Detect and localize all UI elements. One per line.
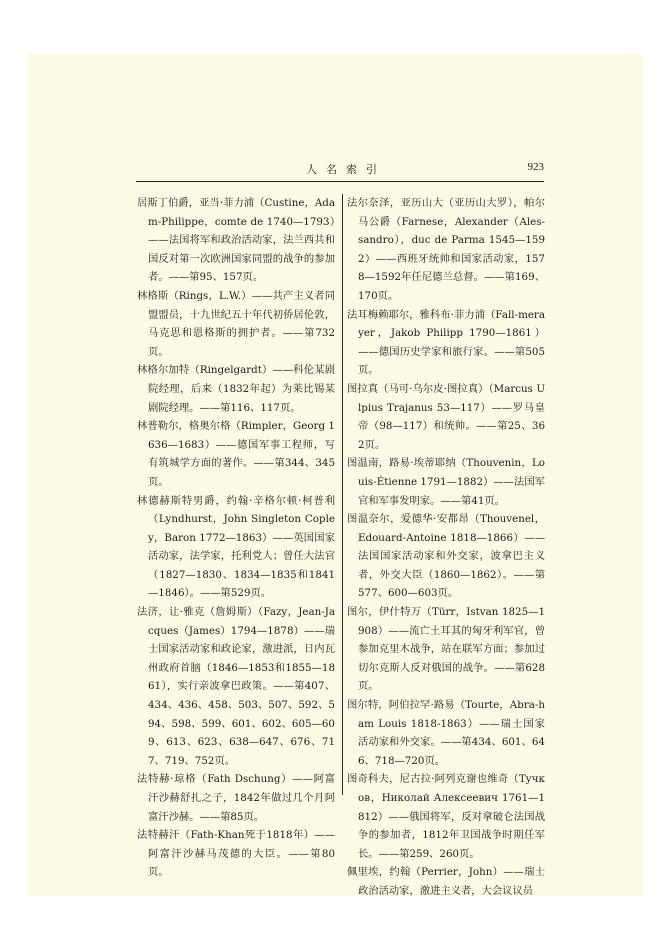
index-entry: 图温南，路易·埃蒂耶纳（Thouvenin，Louis-Étienne 1791—1882）——法国军官和军事发明家。——第41页。 [347, 457, 545, 507]
index-entry: 佩里埃，约翰（Perrier，John）——瑞士政治活动家，激进主义者，大会议议员 [347, 866, 545, 897]
header-rule [136, 181, 544, 182]
index-entry: 居斯丁伯爵，亚当·菲力浦（Custine，Adam-Philippe，comte de 1740—1793）——法国将军和政治活动家，法兰西共和国反对第一次欧洲国家同盟的战争的参加者。——第95、157页。 [137, 197, 335, 284]
index-entry: 图拉真（马可·乌尔皮·图拉真）（Marcus Ulpius Trajanus 53—117）——罗马皇帝（98—117）和统帅。——第25、362页。 [347, 382, 545, 451]
left-column [137, 194, 335, 882]
index-entry: 法特赫·琼格（Fath Dschung）——阿富汗沙赫舒扎之子，1842年做过几个月阿富汗沙赫。——第85页。 [137, 773, 335, 823]
page-header [136, 161, 544, 180]
index-entry: 图尔特，阿伯拉罕·路易（Tourte，Abra-ham Louis 1818-1863）——瑞士国家活动家和外交家。——第434、601、646、718—720页。 [347, 699, 545, 767]
index-entry: 林格尔加特（Ringelgardt）——科伦某剧院经理，后来（1832年起）为莱比锡某剧院经理。——第116、117页。 [137, 364, 335, 414]
index-entry: 图温奈尔，爱德华·安都昂（Thouvenel，Edouard-Antoine 1818—1866）——法国国家活动家和外交家，波拿巴主义者，外交大臣（1860—1862）。——第577、600—603页。 [347, 513, 545, 600]
index-entry: 法济，让·雅克（詹姆斯）（Fazy，Jean-Jacques（James）1794—1878）——瑞士国家活动家和政论家，激进派，日内瓦州政府首脑（1846—1853和1855—1861），实行亲波拿巴政策。——第407、434、436、458、503、507、592、594、598、599、601、602、605—609、613、623、638—647、676、717、719、752页。 [137, 606, 335, 767]
column-divider [342, 194, 343, 795]
index-entry: 林普勒尔，格奥尔格（Rimpler，Georg 1636—1683）——德国军事工程师，写有筑城学方面的著作。——第344、345页。 [137, 420, 335, 488]
index-entry: 法尔奈泽，亚历山大（亚历山大罗），帕尔马公爵（Farnese，Alexander（Ales-sandro），duc de Parma 1545—1592）——西班牙统帅和国家活动家，1578—1592年任尼德兰总督。——第169、170页。 [347, 197, 545, 302]
index-entry: 法耳梅赖耶尔，雅科布·菲力浦（Fall-merayer，Jakob Philipp 1790—1861）——德国历史学家和旅行家。——第505页。 [347, 308, 545, 377]
index-entry: 图尔，伊什特万（Türr，Istvan 1825—1908）——流亡土耳其的匈牙利军官，曾参加克里木战争，站在联军方面；参加过切尔克斯人反对俄国的战争。——第628页。 [347, 606, 545, 693]
index-entry: 图奇科夫，尼古拉·阿列克谢也维奇（Тучков，Николай Алексеевич 1761—1812）——俄国将军，反对拿破仑法国战争的参加者，1812年卫国战争时期任军长。——第259、260页。 [347, 773, 545, 860]
index-entry: 林德赫斯特男爵，约翰·辛格尔顿·柯普利（Lyndhurst，John Singleton Copley，Baron 1772—1863）——英国国家活动家，法学家，托利党人；曾任大法官（1827—1830、1834—1835和1841—1846）。——第529页。 [137, 494, 335, 600]
index-entry: 林格斯（Rings，L.W.）——共产主义者同盟盟员，十九世纪五十年代初侨居伦敦，马克思和恩格斯的拥护者。——第732页。 [137, 289, 335, 358]
index-entry: 法特赫汗（Fath-Khan死于1818年）——阿富汗沙赫马茂德的大臣。——第80页。 [137, 829, 335, 879]
right-column [347, 194, 545, 901]
running-title: 人名索引 [306, 163, 386, 176]
page-number: 923 [527, 161, 544, 173]
